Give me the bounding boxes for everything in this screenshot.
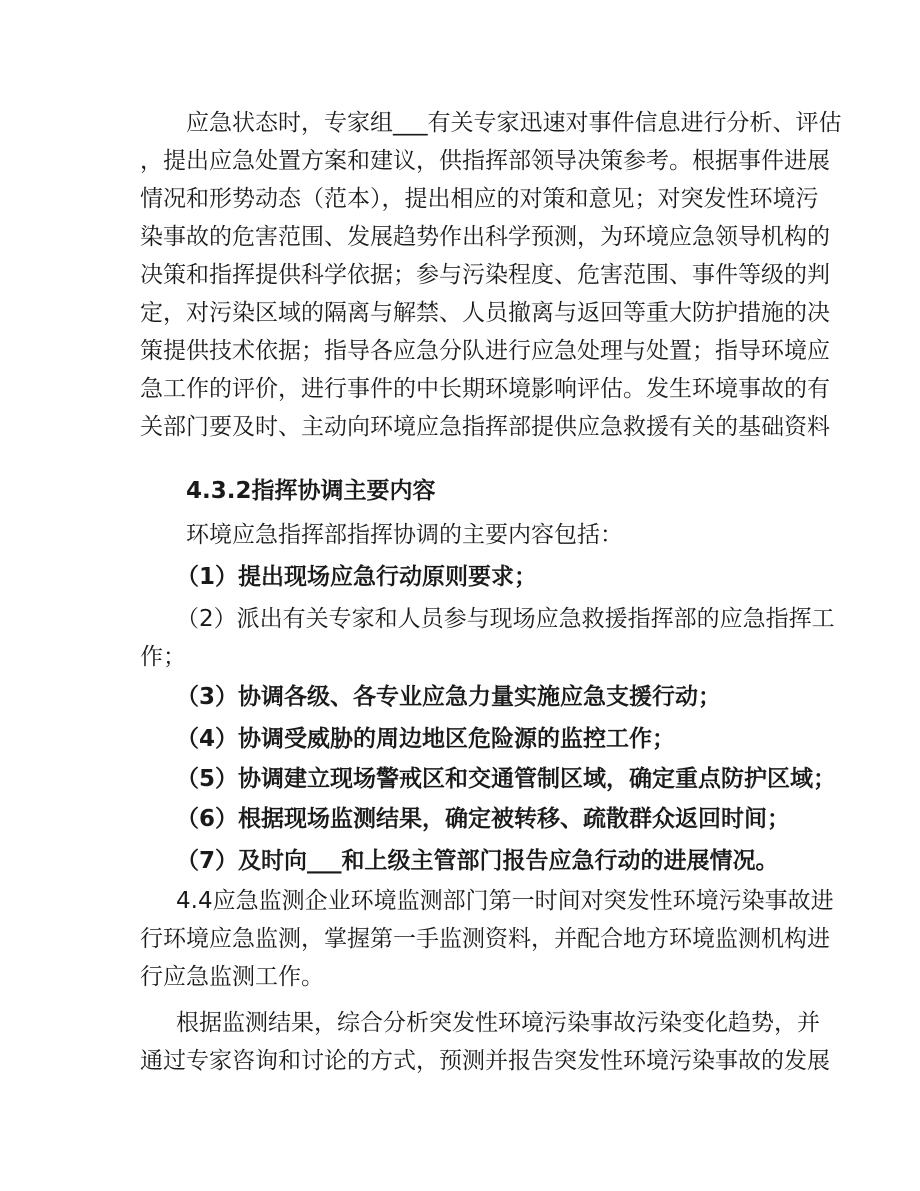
list-item-6: （6）根据现场监测结果，确定被转移、疏散群众返回时间； [176, 806, 791, 832]
paragraph-1-line-2: ，提出应急处置方案和建议，供指挥部领导决策参考。根据事件进展 [140, 148, 830, 174]
paragraph-1-line-1: 应急状态时，专家组___有关专家迅速对事件信息进行分析、评估 [140, 110, 842, 136]
list-item-7: （7）及时向___和上级主管部门报告应急行动的进展情况。 [176, 848, 779, 874]
paragraph-1-line-4: 染事故的危害范围、发展趋势作出科学预测，为环境应急领导机构的 [140, 224, 830, 250]
paragraph-1-line-5: 决策和指挥提供科学依据；参与污染程度、危害范围、事件等级的判 [140, 262, 830, 288]
paragraph-2-line-2: 行环境应急监测，掌握第一手监测资料，并配合地方环境监测机构进 [140, 926, 830, 952]
paragraph-2-line-3: 行应急监测工作。 [140, 964, 324, 990]
paragraph-3-line-1: 根据监测结果，综合分析突发性环境污染事故污染变化趋势，并 [176, 1010, 820, 1036]
section-heading: 4.3.2指挥协调主要内容 [186, 478, 436, 504]
paragraph-1-line-8: 急工作的评价，进行事件的中长期环境影响评估。发生环境事故的有 [140, 376, 830, 402]
list-item-2-line-2: 作； [140, 644, 186, 670]
paragraph-1-line-3: 情况和形势动态（范本），提出相应的对策和意见；对突发性环境污 [140, 186, 819, 212]
list-item-2-line-1: （2）派出有关专家和人员参与现场应急救援指挥部的应急指挥工 [176, 606, 835, 632]
list-item-1: （1）提出现场应急行动原则要求； [176, 564, 538, 590]
paragraph-3-line-2: 通过专家咨询和讨论的方式，预测并报告突发性环境污染事故的发展 [140, 1048, 830, 1074]
list-item-4: （4）协调受威胁的周边地区危险源的监控工作； [176, 726, 676, 752]
paragraph-1-line-6: 定，对污染区域的隔离与解禁、人员撤离与返回等重大防护措施的决 [140, 300, 830, 326]
list-item-3: （3）协调各级、各专业应急力量实施应急支援行动； [176, 684, 722, 710]
paragraph-2-line-1: 4.4应急监测企业环境监测部门第一时间对突发性环境污染事故进 [176, 888, 834, 914]
intro-line: 环境应急指挥部指挥协调的主要内容包括： [186, 522, 623, 548]
list-item-5: （5）协调建立现场警戒区和交通管制区域，确定重点防护区域； [176, 766, 837, 792]
paragraph-1-line-9: 关部门要及时、主动向环境应急指挥部提供应急救援有关的基础资料 [140, 414, 830, 440]
paragraph-1-line-7: 策提供技术依据；指导各应急分队进行应急处理与处置；指导环境应 [140, 338, 830, 364]
